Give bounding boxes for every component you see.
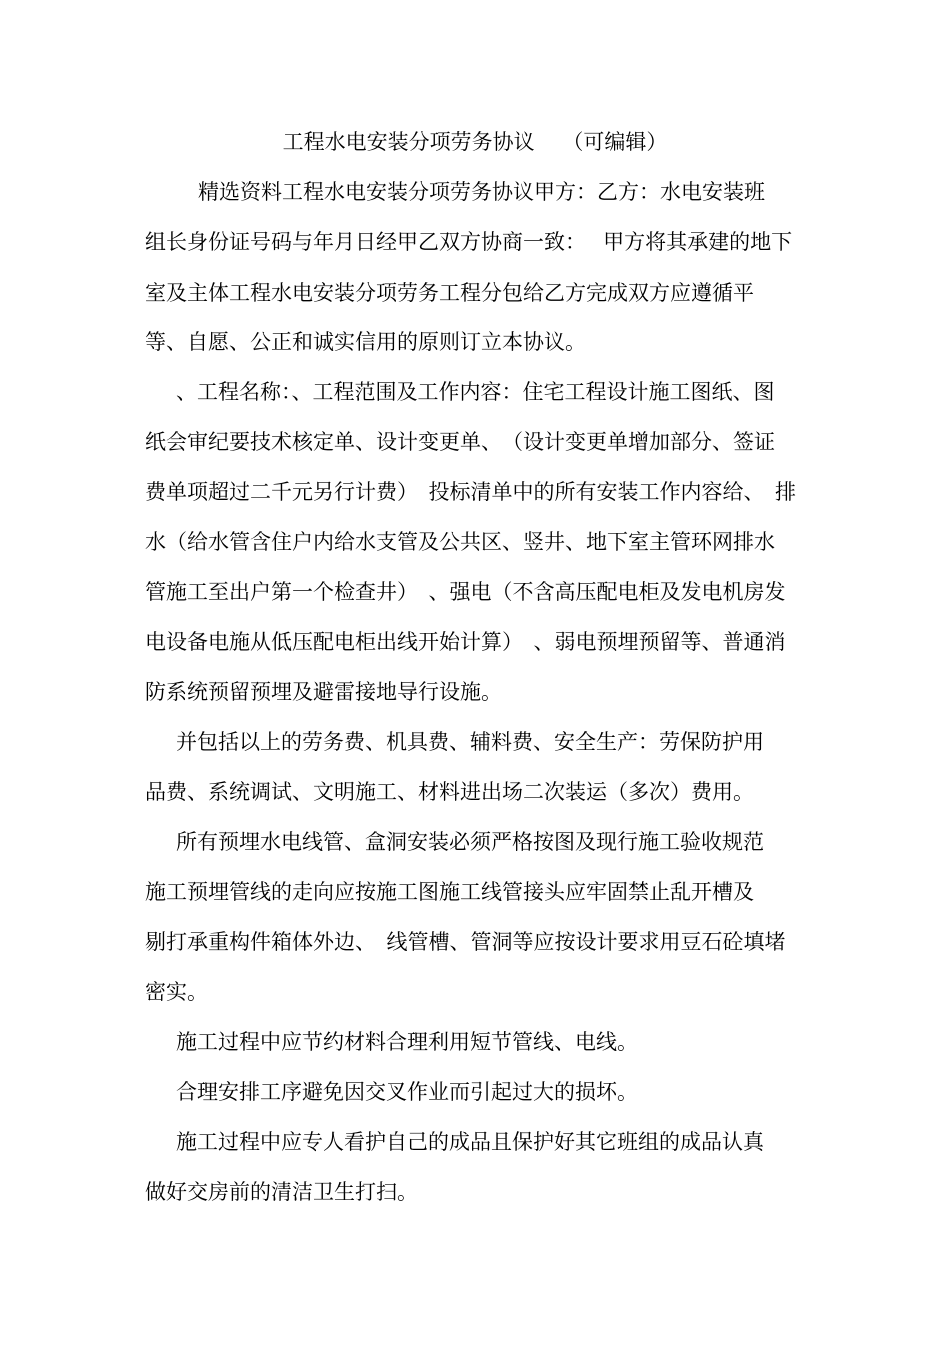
paragraph-line: 合理安排工序避免因交叉作业而引起过大的损坏。: [176, 1080, 638, 1104]
paragraph-line: 室及主体工程水电安装分项劳务工程分包给乙方完成双方应遵循平: [145, 281, 754, 305]
paragraph-line: 纸会审纪要技术核定单、设计变更单、 （设计变更单增加部分、签证: [145, 430, 775, 454]
paragraph-line: 并包括以上的劳务费、机具费、辅料费、安全生产：劳保防护用: [176, 730, 764, 754]
paragraph-line: 等、自愿、公正和诚实信用的原则订立本协议。: [145, 330, 586, 354]
paragraph-line: 所有预埋水电线管、盒洞安装必须严格按图及现行施工验收规范: [176, 830, 764, 854]
paragraph-line: 做好交房前的清洁卫生打扫。: [145, 1180, 418, 1204]
paragraph-line: 费单项超过二千元另行计费） 投标清单中的所有安装工作内容给、 排: [145, 480, 796, 504]
paragraph-line: 品费、系统调试、文明施工、材料进出场二次装运（多次）费用。: [145, 780, 754, 804]
document-title: 工程水电安装分项劳务协议 （可编辑）: [282, 130, 668, 154]
paragraph-line: 、工程名称：、工程范围及工作内容：住宅工程设计施工图纸、图: [176, 380, 775, 404]
paragraph-line: 水（给水管含住户内给水支管及公共区、竖井、地下室主管环网排水: [145, 530, 775, 554]
paragraph-line: 剔打承重构件箱体外边、 线管槽、管洞等应按设计要求用豆石砼填堵: [145, 930, 786, 954]
paragraph-line: 电设备电施从低压配电柜出线开始计算） 、弱电预埋预留等、普通消: [145, 630, 786, 654]
paragraph-line: 精选资料工程水电安装分项劳务协议甲方：乙方：水电安装班: [198, 180, 765, 204]
paragraph-line: 密实。: [145, 980, 208, 1004]
paragraph-line: 施工过程中应节约材料合理利用短节管线、电线。: [176, 1030, 638, 1054]
paragraph-line: 管施工至出户第一个检查井） 、强电（不含高压配电柜及发电机房发: [145, 580, 786, 604]
paragraph-line: 组长身份证号码与年月日经甲乙双方协商一致： 甲方将其承建的地下: [145, 230, 793, 254]
paragraph-line: 施工预埋管线的走向应按施工图施工线管接头应牢固禁止乱开槽及: [145, 880, 754, 904]
paragraph-line: 防系统预留预埋及避雷接地导行设施。: [145, 680, 502, 704]
paragraph-line: 施工过程中应专人看护自己的成品且保护好其它班组的成品认真: [176, 1130, 764, 1154]
